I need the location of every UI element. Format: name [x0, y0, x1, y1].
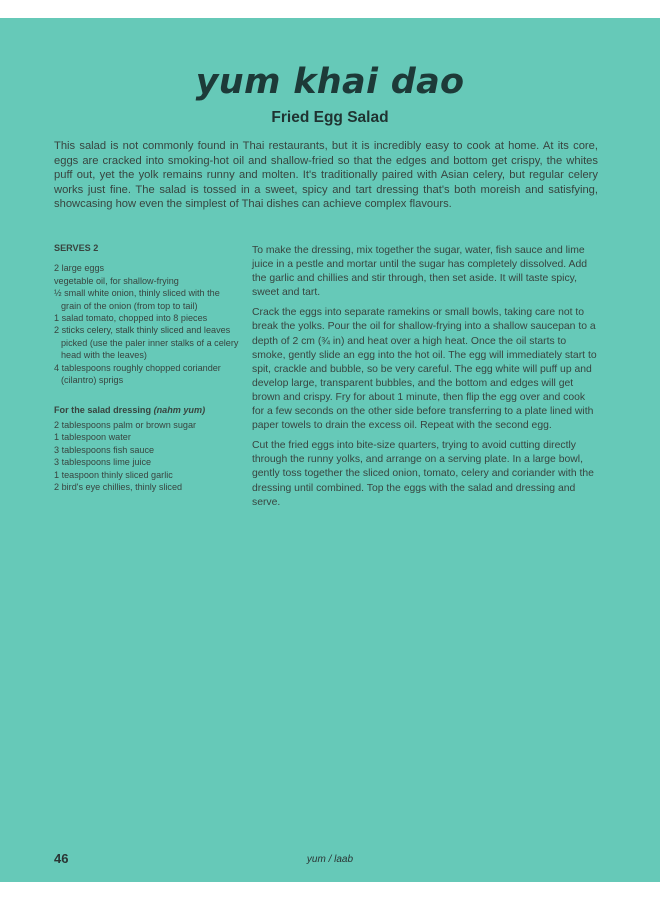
ingredients-column: [54, 242, 240, 493]
dressing-ingredient-item: 3 tablespoons lime juice: [54, 457, 152, 468]
method-step: Cut the fried eggs into bite-size quarters, trying to avoid cutting directly through the runny yolks, and arrange on a serving plate. In a large bowl, gently toss together the sliced onion, tomato, celery and coriander with the dressing until combined. Top the eggs with the salad and dressing and serve.: [252, 440, 594, 508]
ingredient-item: vegetable oil, for shallow-frying: [54, 275, 179, 286]
ingredient-item: 1 salad tomato, chopped into 8 pieces: [54, 313, 208, 324]
method-step: Crack the eggs into separate ramekins or small bowls, taking care not to break the yolks. Pour the oil for shallow-frying into a shallow saucepan to a depth of 2 cm (¾ in) and heat over a high heat. Once the oil starts to smoke, gently slide an egg into the hot oil. The egg will immediately start to spit, crackle and bubble, so be very careful. The egg white will puff up and develop large, transparent bubbles, and the bottom and edges will get brown and crispy. Fry for about 1 minute, then flip the egg over and cook for a few seconds on the other side before transferring to a plate lined with paper towels to drain the excess oil. Repeat with the second egg.: [252, 307, 597, 432]
ingredient-item: 2 large eggs: [54, 263, 105, 274]
recipe-subtitle: Fried Egg Salad: [271, 109, 389, 126]
dressing-ingredient-item: 2 bird's eye chillies, thinly sliced: [54, 481, 183, 492]
dressing-ingredient-item: 2 tablespoons palm or brown sugar: [54, 419, 197, 430]
ingredient-item: 2 sticks celery, stalk thinly sliced and leaves picked (use the paler inner stalks of a celery head with the leaves): [54, 325, 239, 361]
recipe-page: [0, 18, 660, 882]
dressing-ingredient-item: 1 tablespoon water: [54, 432, 131, 443]
dressing-ingredient-item: 3 tablespoons fish sauce: [54, 444, 155, 455]
recipe-intro: This salad is not commonly found in Thai restaurants, but it is incredibly easy to cook at home. At its core, eggs are cracked into smoking-hot oil and shallow-fried so that the edges and bottom get crispy, the whites puff out, yet the yolk remains runny and molten. It's traditionally paired with Asian celery, but regular celery works just fine. The salad is tossed in a sweet, spicy and tart dressing that's both moreish and satisfying, showcasing how even the simplest of Thai dishes can achieve complex flavours.: [54, 140, 598, 211]
method-step: To make the dressing, mix together the sugar, water, fish sauce and lime juice in a pestle and mortar until the sugar has completely dissolved. Add the garlic and chillies and stir through, then set aside. It will taste spicy, sweet and tart.: [252, 245, 587, 299]
method-column: [252, 244, 597, 516]
ingredient-item: ½ small white onion, thinly sliced with the grain of the onion (from top to tail): [54, 288, 220, 311]
dressing-ingredient-list: [54, 419, 240, 493]
dressing-heading-text: For the salad dressing: [54, 405, 152, 416]
page-number: 46: [54, 851, 69, 866]
serves-label: SERVES 2: [54, 243, 99, 253]
dressing-heading: [54, 404, 240, 416]
ingredient-list: [54, 262, 240, 386]
dressing-heading-thai: (nahm yum): [153, 405, 206, 416]
running-footer: yum / laab: [306, 854, 354, 865]
dressing-ingredient-item: 1 teaspoon thinly sliced garlic: [54, 469, 173, 480]
ingredient-item: 4 tablespoons roughly chopped coriander (cilantro) sprigs: [54, 362, 221, 386]
recipe-title: yum khai dao: [195, 62, 465, 102]
